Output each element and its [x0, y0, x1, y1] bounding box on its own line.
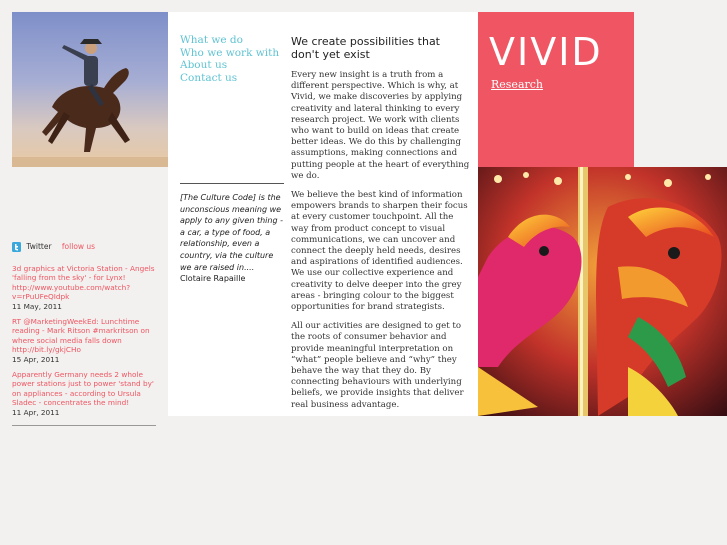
body-paragraph: All our activities are designed to get to the roots of consumer behavior and provide meaningful interpretation on “what” people believe and “why” they behave the way that they do. By connecting behaviours with underlying beliefs, we provide insights that deliver real business advantage.: [291, 321, 464, 410]
body-paragraph: We believe the best kind of information empowers brands to sharpen their focus at every customer touchpoint. All the way from product concept to visual communications, we can uncover and connect the deeply held needs, desires and aspirations of identified audiences. We use our collective experience and creativity to delve deeper into the grey areas - bringing colour to the biggest opportunities for brand strategists.: [291, 190, 468, 313]
rider-photo: [12, 12, 168, 167]
twitter-label: Twitter: [26, 242, 52, 251]
brand-block: [478, 12, 634, 167]
list-item: [12, 317, 160, 364]
tweet-list: [12, 264, 160, 423]
quote-text: [The Culture Code] is the unconscious meaning we apply to any given thing - a car, a type of food, a relationship, even a country, via the culture we are raised in....: [180, 193, 283, 272]
quote-author: Clotaire Rapaille: [180, 274, 246, 284]
tweet-text-link[interactable]: RT @MarketingWeekEd: Lunchtime reading - Mark Ritson #markritson on where social media falls down http://bit.ly/gkjCHo: [12, 317, 150, 355]
tweet-date: 11 Apr, 2011: [12, 407, 60, 417]
carousel-photo-image: [478, 167, 727, 416]
vivid-logo[interactable]: VIVID: [489, 30, 603, 74]
sidebar-divider: [12, 425, 156, 426]
culture-code-quote: [180, 192, 284, 285]
follow-us-link[interactable]: follow us: [61, 242, 96, 251]
nav-item-what-we-do[interactable]: What we do: [180, 34, 243, 46]
tweet-date: 15 Apr, 2011: [12, 354, 60, 364]
research-link[interactable]: Research: [491, 78, 544, 91]
nav-item-who-we-work-with[interactable]: Who we work with: [180, 46, 280, 59]
list-item: [12, 264, 160, 311]
tweet-text-link[interactable]: 3d graphics at Victoria Station - Angels 'falling from the sky' - for Lynx! http://www.youtube.com/watch?v=rPuUFeQIdpk: [12, 264, 155, 302]
main-copy: [291, 35, 471, 419]
nav-item-contact-us[interactable]: Contact us: [180, 71, 238, 84]
tweet-date: 11 May, 2011: [12, 301, 62, 311]
rider-photo-image: [12, 12, 168, 167]
page-headline: We create possibilities that don't yet exist: [291, 35, 440, 61]
twitter-bird-icon: [12, 242, 21, 252]
twitter-header: [12, 241, 162, 253]
list-item: [12, 370, 160, 417]
quote-divider: [180, 183, 284, 184]
nav-item-about-us[interactable]: About us: [180, 59, 228, 71]
carousel-photo: [478, 167, 727, 416]
body-paragraph: Every new insight is a truth from a different perspective. Which is why, at Vivid, we make discoveries by applying creativity and lateral thinking to every research project. We work with clients who want to build on ideas that create better ideas. We do this by challenging assumptions, making connections and putting people at the heart of everything we do.: [291, 70, 470, 181]
tweet-text-link[interactable]: Apparently Germany needs 2 whole power stations just to power 'stand by' on appliances - according to Ursula Sladec - concentrates the mind!: [12, 370, 154, 408]
main-nav: [180, 34, 280, 84]
